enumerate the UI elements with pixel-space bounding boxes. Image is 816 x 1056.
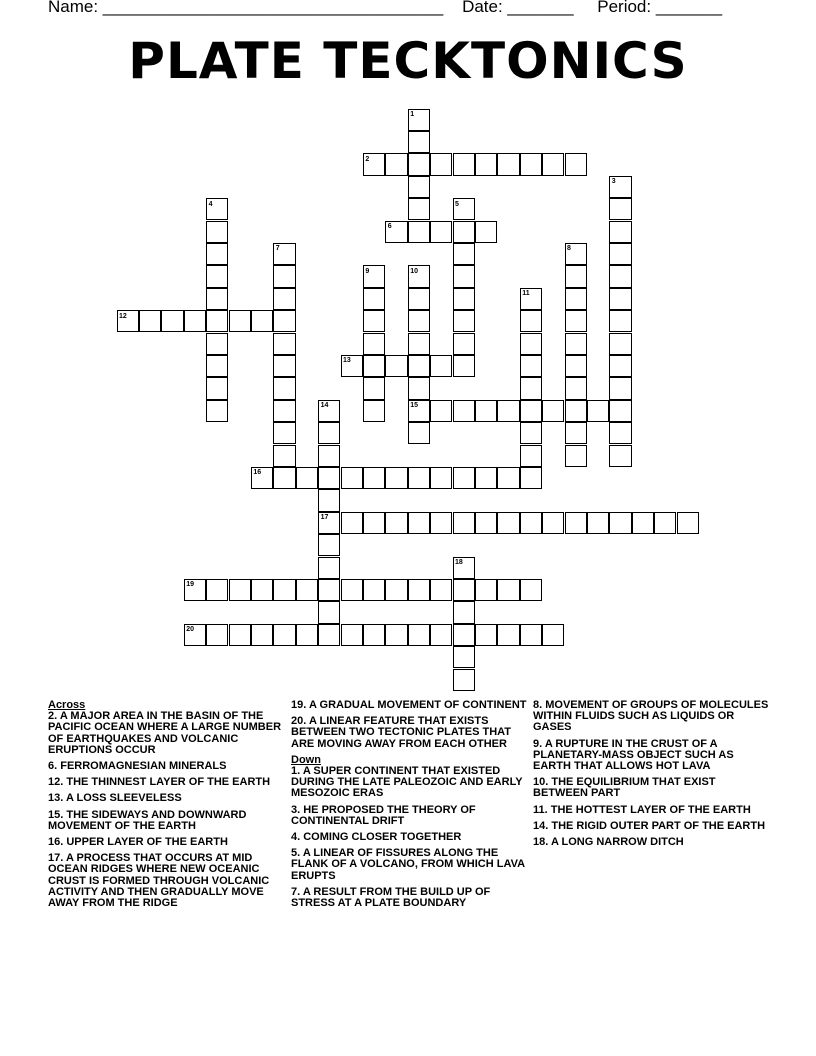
- grid-cell[interactable]: [229, 310, 251, 332]
- clue-down-11: 11. THE HOTTEST LAYER OF THE EARTH: [533, 803, 751, 816]
- grid-cell[interactable]: [520, 624, 542, 646]
- clue-number-5: 5: [455, 200, 459, 208]
- grid-cell[interactable]: [363, 153, 385, 175]
- date-field[interactable]: Date: _______: [462, 0, 574, 16]
- clue-down-4: 4. COMING CLOSER TOGETHER: [291, 831, 462, 844]
- grid-cell[interactable]: [609, 198, 631, 220]
- clue-number-17: 17: [320, 514, 329, 522]
- grid-cell[interactable]: [408, 221, 430, 243]
- clue-number-19: 19: [186, 581, 194, 589]
- grid-cell[interactable]: [497, 153, 519, 175]
- grid-cell[interactable]: [609, 422, 631, 444]
- clue-across-13: 13. A LOSS SLEEVELESS: [48, 792, 182, 805]
- grid-cell[interactable]: [318, 467, 340, 489]
- clue-across-16: 16. UPPER LAYER OF THE EARTH: [48, 836, 228, 849]
- grid-cell[interactable]: [408, 109, 430, 131]
- clue-down-18: 18. A LONG NARROW DITCH: [533, 836, 684, 849]
- grid-cell[interactable]: [363, 512, 385, 534]
- grid-cell[interactable]: [609, 512, 631, 534]
- clue-number-13: 13: [343, 357, 351, 365]
- grid-cell[interactable]: [318, 422, 340, 444]
- grid-cell[interactable]: [273, 288, 295, 310]
- grid-cell[interactable]: [475, 400, 497, 422]
- grid-cell[interactable]: [542, 624, 564, 646]
- clue-number-8: 8: [567, 245, 571, 253]
- clue-down-1: 1. A SUPER CONTINENT THAT EXISTED DURING THE LATE PALEOZOIC AND EARLY MESOZOIC ERAS: [291, 765, 523, 800]
- grid-cell[interactable]: [139, 310, 161, 332]
- grid-cell[interactable]: [453, 557, 475, 579]
- grid-cell[interactable]: [609, 377, 631, 399]
- grid-cell[interactable]: [251, 310, 273, 332]
- clue-number-11: 11: [522, 290, 530, 298]
- grid-cell[interactable]: [430, 624, 452, 646]
- clue-across-6: 6. FERROMAGNESIAN MINERALS: [48, 760, 227, 773]
- clues-column-1: [48, 700, 284, 914]
- grid-cell[interactable]: [273, 467, 295, 489]
- grid-cell[interactable]: [318, 624, 340, 646]
- grid-cell[interactable]: [565, 512, 587, 534]
- grid-cell[interactable]: [318, 512, 340, 534]
- grid-cell[interactable]: [453, 310, 475, 332]
- grid-cell[interactable]: [385, 579, 407, 601]
- grid-cell[interactable]: [542, 512, 564, 534]
- grid-cell[interactable]: [565, 422, 587, 444]
- clue-across-19: 19. A GRADUAL MOVEMENT OF CONTINENT: [291, 699, 527, 711]
- grid-cell[interactable]: [609, 288, 631, 310]
- grid-cell[interactable]: [184, 624, 206, 646]
- grid-cell[interactable]: [363, 355, 385, 377]
- grid-cell[interactable]: [453, 198, 475, 220]
- grid-cell[interactable]: [273, 579, 295, 601]
- clue-down-9: 9. A RUPTURE IN THE CRUST OF A PLANETARY-MASS OBJECT SUCH AS EARTH THAT ALLOWS HOT LAVA: [533, 737, 734, 773]
- grid-cell[interactable]: [453, 512, 475, 534]
- grid-cell[interactable]: [520, 310, 542, 332]
- grid-cell[interactable]: [318, 489, 340, 511]
- clue-across-20: 20. A LINEAR FEATURE THAT EXISTS BETWEEN TWO TECTONIC PLATES THAT ARE MOVING AWAY FROM EACH OTHER: [291, 715, 511, 750]
- grid-cell[interactable]: [408, 512, 430, 534]
- grid-cell[interactable]: [453, 669, 475, 691]
- grid-cell[interactable]: [296, 467, 318, 489]
- grid-cell[interactable]: [408, 265, 430, 287]
- grid-cell[interactable]: [206, 624, 228, 646]
- grid-cell[interactable]: [318, 557, 340, 579]
- grid-cell[interactable]: [363, 377, 385, 399]
- clue-number-16: 16: [253, 469, 262, 477]
- grid-cell[interactable]: [475, 221, 497, 243]
- grid-cell[interactable]: [632, 512, 654, 534]
- grid-cell[interactable]: [206, 355, 228, 377]
- grid-cell[interactable]: [318, 400, 340, 422]
- grid-cell[interactable]: [408, 400, 430, 422]
- grid-cell[interactable]: [565, 310, 587, 332]
- grid-cell[interactable]: [609, 445, 631, 467]
- grid-cell[interactable]: [273, 400, 295, 422]
- clue-across-2: 2. A MAJOR AREA IN THE BASIN OF THE PACIFIC OCEAN WHERE A LARGE NUMBER OF EARTHQUAKES AND VOLCANIC ERUPTIONS OCCUR: [48, 710, 282, 756]
- grid-cell[interactable]: [453, 243, 475, 265]
- grid-cell[interactable]: [341, 355, 363, 377]
- grid-cell[interactable]: [453, 153, 475, 175]
- grid-cell[interactable]: [206, 310, 228, 332]
- grid-cell[interactable]: [318, 445, 340, 467]
- grid-cell[interactable]: [565, 288, 587, 310]
- grid-cell[interactable]: [206, 198, 228, 220]
- grid-cell[interactable]: [453, 646, 475, 668]
- grid-cell[interactable]: [341, 512, 363, 534]
- grid-cell[interactable]: [475, 579, 497, 601]
- grid-cell[interactable]: [453, 355, 475, 377]
- clue-down-5: 5. A LINEAR OF FISSURES ALONG THE FLANK OF A VOLCANO, FROM WHICH LAVA ERUPTS: [291, 847, 525, 882]
- clue-number-10: 10: [410, 267, 418, 275]
- grid-cell[interactable]: [520, 579, 542, 601]
- grid-cell[interactable]: [408, 310, 430, 332]
- page-title: PLATE TECKTONICS: [128, 32, 688, 90]
- grid-cell[interactable]: [363, 265, 385, 287]
- grid-cell[interactable]: [453, 601, 475, 623]
- grid-cell[interactable]: [475, 512, 497, 534]
- grid-cell[interactable]: [206, 243, 228, 265]
- grid-cell[interactable]: [609, 400, 631, 422]
- clue-number-2: 2: [365, 155, 370, 163]
- grid-cell[interactable]: [430, 153, 452, 175]
- grid-cell[interactable]: [229, 624, 251, 646]
- grid-cell[interactable]: [251, 624, 273, 646]
- grid-cell[interactable]: [565, 265, 587, 287]
- grid-cell[interactable]: [565, 400, 587, 422]
- grid-cell[interactable]: [341, 467, 363, 489]
- grid-cell[interactable]: [296, 624, 318, 646]
- clue-down-14: 14. THE RIGID OUTER PART OF THE EARTH: [533, 819, 766, 832]
- grid-cell[interactable]: [385, 467, 407, 489]
- grid-cell[interactable]: [453, 467, 475, 489]
- grid-cell[interactable]: [363, 467, 385, 489]
- grid-cell[interactable]: [251, 579, 273, 601]
- grid-cell[interactable]: [520, 355, 542, 377]
- grid-cell[interactable]: [273, 624, 295, 646]
- clue-number-15: 15: [410, 402, 418, 410]
- grid-cell[interactable]: [430, 400, 452, 422]
- clue-down-7: 7. A RESULT FROM THE BUILD UP OF STRESS AT A PLATE BOUNDARY: [291, 885, 491, 910]
- grid-cell[interactable]: [184, 579, 206, 601]
- grid-cell[interactable]: [363, 579, 385, 601]
- grid-cell[interactable]: [229, 579, 251, 601]
- grid-cell[interactable]: [408, 198, 430, 220]
- clue-down-8: 8. MOVEMENT OF GROUPS OF MOLECULES WITHIN FLUIDS SUCH AS LIQUIDS OR GASES: [533, 699, 769, 734]
- grid-cell[interactable]: [453, 221, 475, 243]
- grid-cell[interactable]: [408, 377, 430, 399]
- grid-cell[interactable]: [385, 153, 407, 175]
- grid-cell[interactable]: [206, 288, 228, 310]
- grid-cell[interactable]: [385, 221, 407, 243]
- grid-cell[interactable]: [408, 355, 430, 377]
- grid-cell[interactable]: [408, 422, 430, 444]
- grid-cell[interactable]: [475, 467, 497, 489]
- grid-cell[interactable]: [385, 512, 407, 534]
- grid-cell[interactable]: [206, 377, 228, 399]
- grid-cell[interactable]: [654, 512, 676, 534]
- grid-cell[interactable]: [408, 153, 430, 175]
- grid-cell[interactable]: [609, 265, 631, 287]
- clue-down-10: 10. THE EQUILIBRIUM THAT EXIST BETWEEN PART: [533, 776, 716, 800]
- grid-cell[interactable]: [430, 355, 452, 377]
- grid-cell[interactable]: [363, 333, 385, 355]
- grid-cell[interactable]: [520, 512, 542, 534]
- grid-cell[interactable]: [609, 333, 631, 355]
- clue-across-12: 12. THE THINNEST LAYER OF THE EARTH: [48, 776, 271, 789]
- clue-number-6: 6: [387, 223, 392, 230]
- clue-across-15: 15. THE SIDEWAYS AND DOWNWARD MOVEMENT OF THE EARTH: [48, 808, 247, 832]
- grid-cell[interactable]: [206, 221, 228, 243]
- grid-cell[interactable]: [117, 310, 139, 332]
- grid-cell[interactable]: [273, 310, 295, 332]
- grid-cell[interactable]: [296, 579, 318, 601]
- grid-cell[interactable]: [273, 333, 295, 355]
- grid-cell[interactable]: [206, 400, 228, 422]
- grid-cell[interactable]: [520, 333, 542, 355]
- grid-cell[interactable]: [363, 310, 385, 332]
- grid-cell[interactable]: [520, 422, 542, 444]
- clue-number-4: 4: [208, 200, 213, 208]
- grid-cell[interactable]: [453, 400, 475, 422]
- grid-cell[interactable]: [341, 624, 363, 646]
- grid-cell[interactable]: [520, 400, 542, 422]
- grid-cell[interactable]: [408, 467, 430, 489]
- grid-cell[interactable]: [497, 624, 519, 646]
- grid-cell[interactable]: [408, 624, 430, 646]
- grid-cell[interactable]: [341, 579, 363, 601]
- grid-cell[interactable]: [520, 445, 542, 467]
- period-field[interactable]: Period: _______: [597, 0, 723, 16]
- grid-cell[interactable]: [453, 288, 475, 310]
- grid-cell[interactable]: [318, 579, 340, 601]
- clue-number-1: 1: [410, 111, 415, 118]
- name-field[interactable]: Name: ____________________________________: [48, 0, 444, 16]
- grid-cell[interactable]: [206, 579, 228, 601]
- grid-cell[interactable]: [565, 377, 587, 399]
- grid-cell[interactable]: [408, 288, 430, 310]
- grid-cell[interactable]: [430, 579, 452, 601]
- grid-cell[interactable]: [565, 355, 587, 377]
- clues-column-3: [533, 700, 769, 853]
- grid-cell[interactable]: [609, 243, 631, 265]
- grid-cell[interactable]: [587, 400, 609, 422]
- grid-cell[interactable]: [475, 624, 497, 646]
- grid-cell[interactable]: [363, 624, 385, 646]
- grid-cell[interactable]: [520, 467, 542, 489]
- across-header: Across: [48, 699, 86, 711]
- grid-cell[interactable]: [677, 512, 699, 534]
- grid-cell[interactable]: [609, 221, 631, 243]
- grid-cell[interactable]: [430, 512, 452, 534]
- grid-cell[interactable]: [273, 355, 295, 377]
- clues-column-2: [291, 700, 527, 914]
- grid-cell[interactable]: [565, 333, 587, 355]
- clue-number-12: 12: [119, 312, 127, 320]
- clue-number-20: 20: [186, 626, 194, 634]
- down-header: Down: [291, 753, 321, 766]
- clue-number-3: 3: [611, 178, 616, 186]
- grid-cell[interactable]: [565, 445, 587, 467]
- grid-cell[interactable]: [565, 243, 587, 265]
- grid-cell[interactable]: [363, 288, 385, 310]
- grid-cell[interactable]: [609, 176, 631, 198]
- grid-cell[interactable]: [408, 176, 430, 198]
- grid-cell[interactable]: [251, 467, 273, 489]
- grid-cell[interactable]: [318, 601, 340, 623]
- grid-cell[interactable]: [497, 467, 519, 489]
- grid-cell[interactable]: [273, 243, 295, 265]
- grid-cell[interactable]: [206, 333, 228, 355]
- grid-cell[interactable]: [542, 400, 564, 422]
- grid-cell[interactable]: [497, 579, 519, 601]
- grid-cell[interactable]: [206, 265, 228, 287]
- grid-cell[interactable]: [542, 153, 564, 175]
- grid-cell[interactable]: [408, 131, 430, 153]
- grid-cell[interactable]: [453, 579, 475, 601]
- grid-cell[interactable]: [430, 467, 452, 489]
- grid-cell[interactable]: [318, 534, 340, 556]
- grid-cell[interactable]: [273, 377, 295, 399]
- grid-cell[interactable]: [453, 624, 475, 646]
- clue-down-3: 3. HE PROPOSED THE THEORY OF CONTINENTAL DRIFT: [291, 803, 476, 827]
- grid-cell[interactable]: [497, 400, 519, 422]
- grid-cell[interactable]: [565, 153, 587, 175]
- grid-cell[interactable]: [475, 153, 497, 175]
- grid-cell[interactable]: [453, 265, 475, 287]
- grid-cell[interactable]: [609, 355, 631, 377]
- grid-cell[interactable]: [385, 624, 407, 646]
- grid-cell[interactable]: [273, 422, 295, 444]
- clue-number-14: 14: [320, 402, 329, 410]
- grid-cell[interactable]: [430, 221, 452, 243]
- clue-across-17: 17. A PROCESS THAT OCCURS AT MID OCEAN RIDGES WHERE NEW OCEANIC CRUST IS FORMED THROUGH VOLCANIC ACTIVITY AND THEN GRADUALLY MOVE AWAY FROM THE RIDGE: [48, 852, 270, 910]
- clue-number-18: 18: [455, 559, 463, 566]
- grid-cell[interactable]: [408, 333, 430, 355]
- clue-number-9: 9: [365, 267, 370, 275]
- grid-cell[interactable]: [497, 512, 519, 534]
- grid-cell[interactable]: [520, 288, 542, 310]
- grid-cell[interactable]: [587, 512, 609, 534]
- grid-cell[interactable]: [385, 355, 407, 377]
- grid-cell[interactable]: [184, 310, 206, 332]
- grid-cell[interactable]: [520, 377, 542, 399]
- clue-number-7: 7: [275, 245, 280, 253]
- grid-cell[interactable]: [408, 579, 430, 601]
- grid-cell[interactable]: [609, 310, 631, 332]
- grid-cell[interactable]: [453, 333, 475, 355]
- grid-cell[interactable]: [363, 400, 385, 422]
- grid-cell[interactable]: [520, 153, 542, 175]
- grid-cell[interactable]: [273, 445, 295, 467]
- grid-cell[interactable]: [273, 265, 295, 287]
- grid-cell[interactable]: [161, 310, 183, 332]
